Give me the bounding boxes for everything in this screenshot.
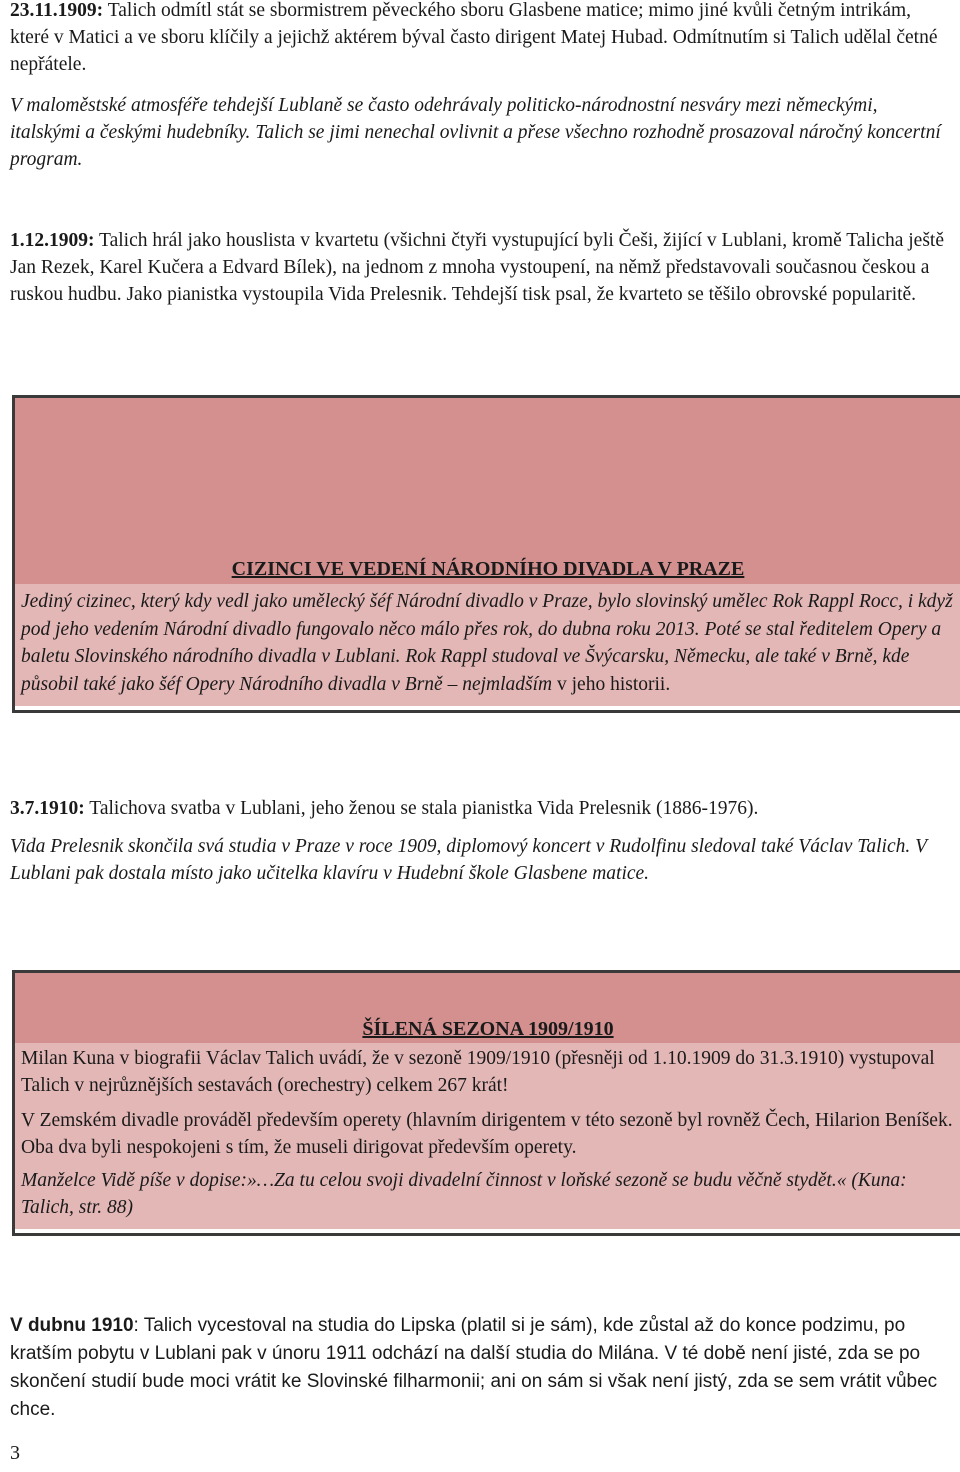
box-quote: Manželce Vidě píše v dopise:»…Za tu celou svoji divadelní činnost v loňské sezoně se budu věčně stydět.« (Kuna: Talich, str. 88) [21,1170,907,1218]
box-text [21,588,953,698]
paragraph-ljubljana-atmosphere: V maloměstské atmosféře tehdejší Lublaně se často odehrávaly politicko-národnostní nesváry mezi německými, italskými a českými hudebníky. Talich se jimi nenechal ovlivnit a přese všechno rozhodně prosazoval náročný koncertní program. [10,95,941,170]
box-text-italic: Jediný cizinec, který kdy vedl jako umělecký šéf Národní divadlo v Praze, bylo slovinský umělec Rok Rappl Rocc, i když pod jeho vedením Národní divadlo fungovalo něco málo přes rok, do dubna roku 2013. Poté se stal ředitelem Opery a baletu Slovinského národního divadla v Lublani. Rok Rappl studoval ve Švýcarsku, Německu, ale také v Brně, kde působil také jako šéf Opery Národního divadla v Brně – nejmladším [21,591,953,695]
info-box-foreigners [12,395,960,713]
box-heading: ŠÍLENÁ SEZONA 1909/1910 [15,1015,960,1043]
box-line-1: Milan Kuna v biografii Václav Talich uvádí, že v sezoně 1909/1910 (přesněji od 1.10.1909 do 31.3.1910) vystupoval Talich v nejrůznějších sestavách (orechestry) celkem 267 krát! [21,1048,935,1096]
page-number: 3 [10,1442,20,1464]
paragraph-1910-07-03 [10,795,950,822]
date-label: 3.7.1910: [10,798,85,819]
paragraph-tail: matice. [587,863,650,884]
box-line-2: V Zemském divadle prováděl především operety (hlavním dirigentem v této sezoně byl rovněž Čech, Hilarion Beníšek. Oba dva byli nespokojeni s tím, že museli dirigovat především operety. [21,1110,953,1158]
date-label: 1.12.1909: [10,230,95,251]
paragraph-april-1910 [10,1312,950,1424]
paragraph-vida-prelesnik [10,833,950,887]
paragraph-text: Talich odmítl stát se sbormistrem pěveckého sboru Glasbene matice; mimo jiné kvůli četným intrikám, které v Matici a ve sboru klíčily a jejichž aktérem býval často dirigent Matej Hubad. Odmítnutím si Talich udělal četné nepřátele. [10,0,938,75]
box-content [15,556,960,706]
date-label: 23.11.1909: [10,0,104,21]
box-header-band [15,973,960,1015]
paragraph-text: : Talich vycestoval na studia do Lipska (platil si je sám), kde zůstal až do konce podzimu, po kratším pobytu v Lublani pak v únoru 1911 odchází na další studia do Milána. V té době není jisté, zda se po skončení studií bude moci vrátit ke Slovinské filharmonii; ani on sám si však není jistý, zda se sem vrátit vůbec chce. [10,1315,938,1420]
box-content [15,1015,960,1229]
box-header-band [15,398,960,556]
info-box-crazy-season [12,970,960,1236]
paragraph-1909-11-23 [10,0,950,78]
box-text-tail: v jeho historii. [552,673,671,695]
paragraph-text: Talichova svatba v Lublani, jeho ženou se stala pianistka Vida Prelesnik (1886-1976). [84,798,759,819]
paragraph-1909-12-01 [10,227,950,308]
paragraph-italic: Vida Prelesnik skončila svá studia v Praze v roce 1909, diplomový koncert v Rudolfinu sledoval také Václav Talich. V Lublani pak dostala místo jako učitelka klavíru v Hudební škole Glasbene [10,836,927,884]
date-label: V dubnu 1910 [10,1315,134,1336]
box-heading: CIZINCI VE VEDENÍ NÁRODNÍHO DIVADLA V PRAZE [15,556,960,584]
paragraph-text: Talich hrál jako houslista v kvartetu (všichni čtyři vystupující byli Češi, žijící v Lublani, kromě Talicha ještě Jan Rezek, Karel Kučera a Edvard Bílek), na jednom z mnoha vystoupení, na němž představovali současnou českou a ruskou hudbu. Jako pianistka vystoupila Vida Prelesnik. Tehdejší tisk psal, že kvarteto se těšilo obrovské popularitě. [10,230,944,305]
